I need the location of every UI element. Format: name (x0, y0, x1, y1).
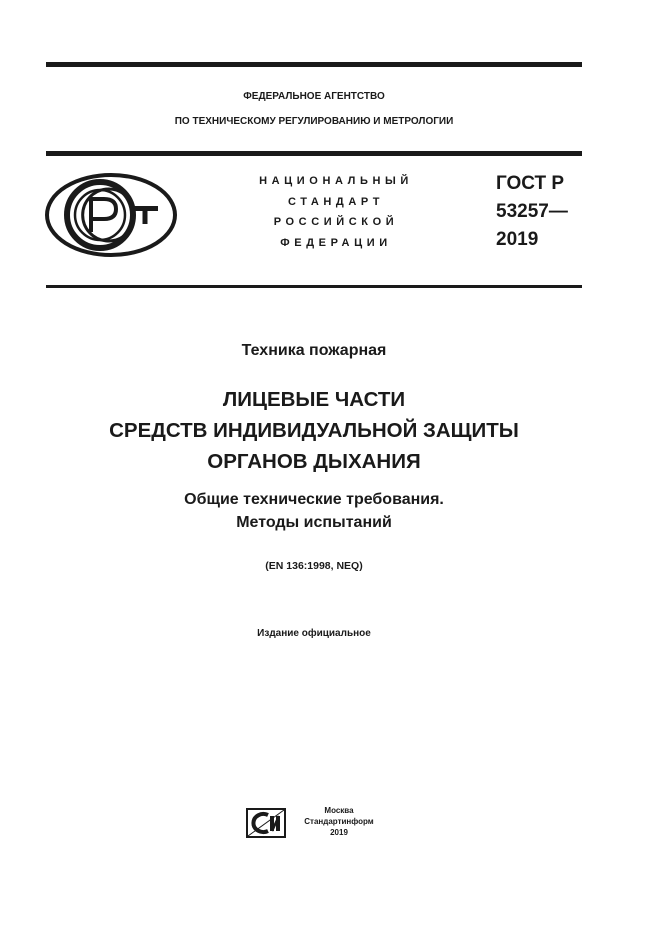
standard-type-block (236, 171, 436, 253)
main-title (46, 384, 582, 477)
agency-line-2: ПО ТЕХНИЧЕСКОМУ РЕГУЛИРОВАНИЮ И МЕТРОЛОГИИ (174, 116, 454, 127)
publisher-name: Стандартинформ (304, 817, 374, 826)
standard-word: ФЕДЕРАЦИИ (280, 236, 392, 249)
publisher-year: 2019 (330, 828, 348, 837)
agency-line-1: ФЕДЕРАЛЬНОЕ АГЕНТСТВО (243, 91, 385, 102)
standard-word: НАЦИОНАЛЬНЫЙ (259, 175, 413, 187)
publisher-city: Москва (324, 806, 354, 815)
subtitle (46, 488, 582, 534)
edition-note: Издание официальное (257, 628, 371, 639)
top-rule (46, 62, 582, 67)
standard-designation (496, 170, 586, 254)
series-title: Техника пожарная (241, 342, 387, 359)
main-title-line: СРЕДСТВ ИНДИВИДУАЛЬНОЙ ЗАЩИТЫ (109, 419, 519, 442)
subtitle-line: Общие технические требования. (184, 491, 444, 508)
bottom-rule (46, 285, 582, 288)
standard-word: СТАНДАРТ (287, 195, 385, 208)
main-title-line: ЛИЦЕВЫЕ ЧАСТИ (222, 388, 406, 411)
standartinform-logo-icon (246, 808, 286, 838)
designation-line: 53257— (496, 201, 568, 222)
middle-rule (46, 151, 582, 156)
subtitle-line: Методы испытаний (236, 514, 392, 531)
rst-certification-mark-icon (44, 172, 178, 258)
standard-word: РОССИЙСКОЙ (273, 216, 399, 228)
main-title-line: ОРГАНОВ ДЫХАНИЯ (207, 450, 421, 473)
designation-line: 2019 (496, 229, 539, 250)
designation-line: ГОСТ Р (496, 173, 565, 194)
reference-standard: (EN 136:1998, NEQ) (265, 560, 363, 572)
publisher-block (304, 805, 374, 838)
